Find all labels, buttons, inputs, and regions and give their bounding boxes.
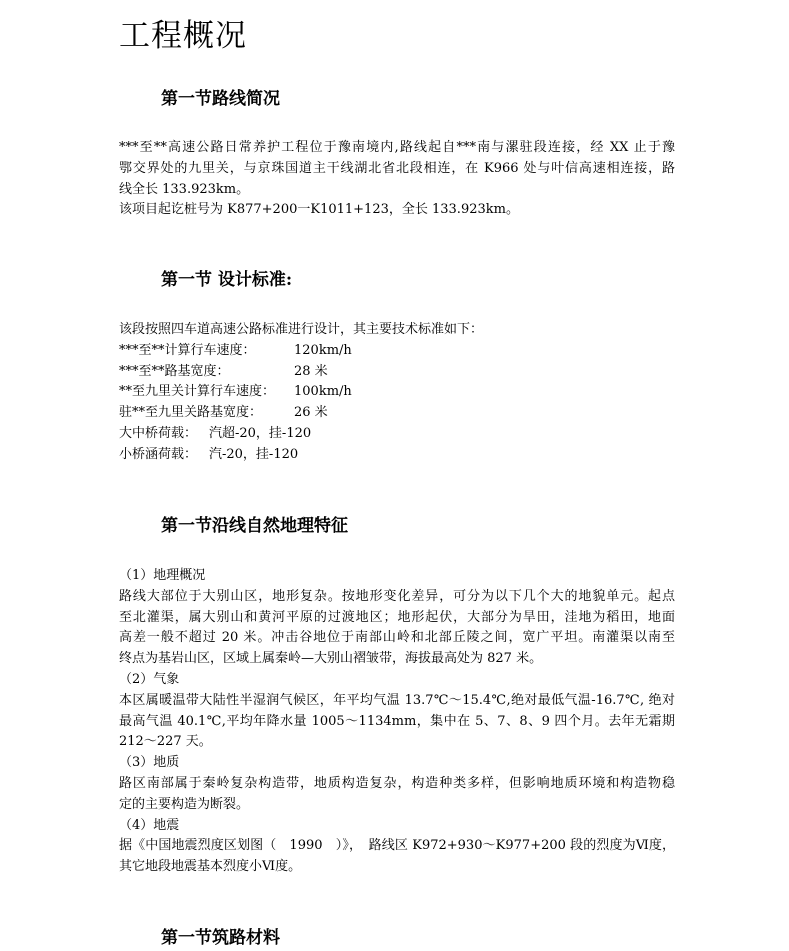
text-line: 鄂交界处的九里关，与京珠国道主干线湖北省北段相连，在 K966 处与叶信高速相连接，路 (119, 160, 675, 176)
text-line: 其它地段地震基本烈度小Ⅵ度。 (119, 859, 302, 875)
text-line: 据《中国地震烈度区划图（ 1990 ）》， 路线区 K972+930～K977+200 段的烈度为Ⅵ度， (119, 838, 675, 854)
text-line: ***至**高速公路日常养护工程位于豫南境内,路线起自***南与漯驻段连接，经 XX 止于豫 (119, 140, 675, 155)
text-line: 本区属暖温带大陆性半湿润气候区，年平均气温 13.7℃～15.4℃,绝对最低气温-16.7℃, 绝对 (119, 692, 675, 708)
document-title: 工程概况 (119, 18, 247, 54)
standard-label: ***至**计算行车速度： (119, 342, 256, 358)
section-heading-geography: 第一节沿线自然地理特征 (161, 516, 348, 536)
text-line: 线全长 133.923km。 (119, 181, 250, 197)
text-line: 该项目起讫桩号为 K877+200一K1011+123，全长 133.923km。 (119, 202, 519, 218)
text-line: 终点为基岩山区，区域上属秦岭—大别山褶皱带，海拔最高处为 827 米。 (119, 651, 543, 667)
standard-value: 26 米 (294, 405, 328, 421)
standard-item (119, 362, 675, 383)
standards-list (119, 320, 675, 466)
section-heading-standards: 第一节 设计标准: (161, 270, 293, 290)
load-label: 大中桥荷载： (119, 425, 198, 441)
standard-value: 120km/h (294, 342, 352, 358)
load-value: 汽超-20，挂-120 (209, 425, 312, 441)
geography-paragraphs (119, 566, 675, 878)
load-item (119, 445, 675, 466)
route-paragraph (119, 138, 675, 221)
standards-intro: 该段按照四车道高速公路标准进行设计，其主要技术标准如下： (119, 322, 484, 337)
load-label: 小桥涵荷载： (119, 446, 198, 462)
standard-item (119, 341, 675, 362)
load-item (119, 424, 675, 445)
standard-value: 28 米 (294, 363, 328, 379)
subheading-geology: （3）地质 (119, 755, 180, 771)
text-line: 最高气温 40.1℃,平均年降水量 1005～1134mm，集中在 5、7、8、9 四个月。去年无霜期 (119, 713, 675, 729)
section-heading-materials: 第一节筑路材料 (161, 928, 280, 948)
text-line: 路线大部位于大别山区，地形复杂。按地形变化差异，可分为以下几个大的地貌单元。起点 (119, 588, 675, 604)
text-line: 高差一般不超过 20 米。冲击谷地位于南部山岭和北部丘陵之间，宽广平坦。南灌渠以南至 (119, 630, 675, 646)
subheading-terrain: （1）地理概况 (119, 568, 206, 583)
text-line: 路区南部属于秦岭复杂构造带，地质构造复杂，构造种类多样，但影响地质环境和构造物稳 (119, 775, 675, 791)
text-line: 至北灌渠，属大别山和黄河平原的过渡地区；地形起伏，大部分为旱田，洼地为稻田，地面 (119, 609, 675, 625)
subheading-climate: （2）气象 (119, 671, 180, 687)
text-line: 212～227 天。 (119, 734, 212, 750)
standard-value: 100km/h (294, 384, 352, 400)
standard-label: ***至**路基宽度： (119, 363, 230, 379)
subheading-earthquake: （4）地震 (119, 817, 180, 833)
section-heading-route: 第一节路线简况 (161, 89, 280, 109)
standard-label: 驻**至九里关路基宽度： (119, 405, 263, 421)
load-value: 汽-20，挂-120 (209, 446, 299, 462)
standard-item (119, 382, 675, 403)
standard-item (119, 403, 675, 424)
text-line: 定的主要构造为断裂。 (119, 796, 250, 812)
standard-label: **至九里关计算行车速度： (119, 384, 276, 400)
